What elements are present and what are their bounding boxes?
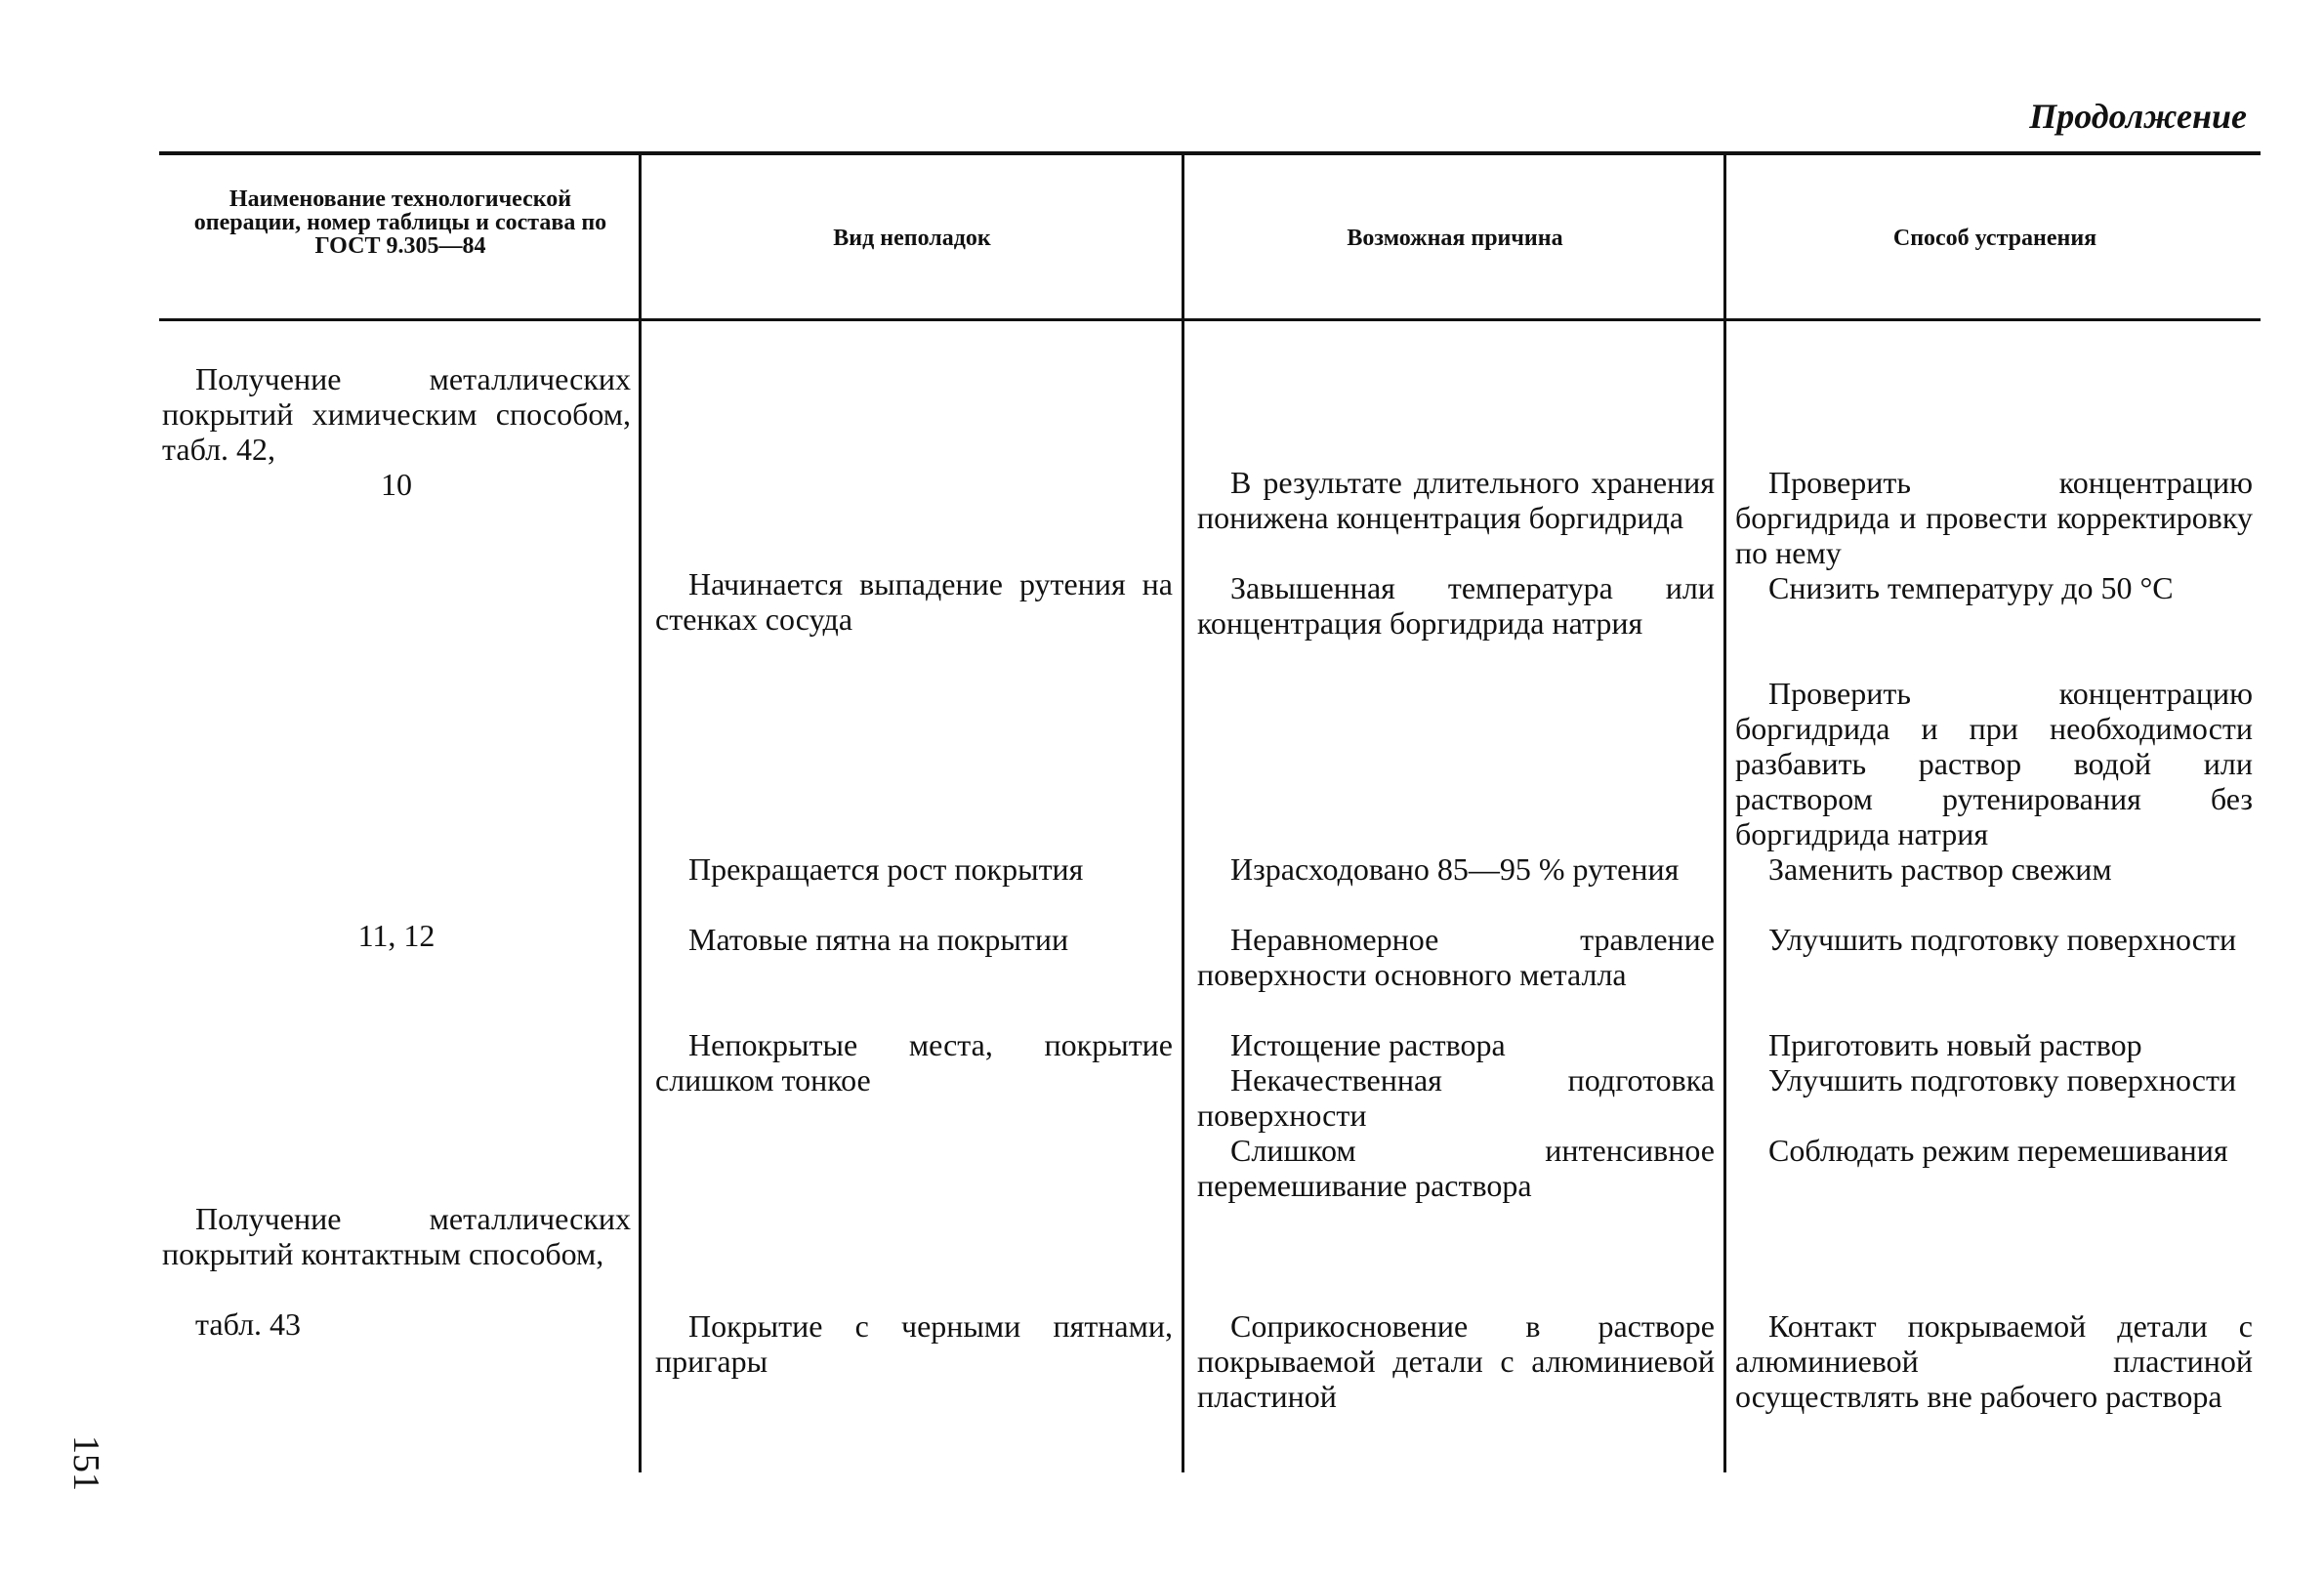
remedy-4c: Соблюдать режим перемешивания — [1768, 1133, 2228, 1168]
column-divider-1 — [639, 154, 642, 1472]
defect-1: Начинается выпадение рутения на стенках сосуда — [655, 566, 1173, 637]
cause-4a: Истощение раствора — [1230, 1027, 1506, 1062]
cause-1a: В результате длительного хранения понижена концентрация боргидрида — [1197, 465, 1715, 535]
cause-4b: Некачественная подготовка поверхности — [1197, 1062, 1715, 1133]
column-divider-2 — [1182, 154, 1184, 1472]
section1-title: Получение металлических покрытий химическим способом, табл. 42, — [162, 361, 631, 467]
table-top-rule — [159, 151, 2261, 155]
remedy-1b: Снизить температуру до 50 °С — [1768, 570, 2174, 605]
remedy-1c: Проверить концентрацию боргидрида и при необходимости разбавить раствор водой или раствором рутенирования без боргидрида натрия — [1735, 676, 2253, 851]
remedy-5: Контакт покрываемой детали с алюминиевой пластиной осуществлять вне рабочего раствора — [1735, 1308, 2253, 1414]
cause-1b: Завышенная температура или концентрация боргидрида натрия — [1197, 570, 1715, 641]
cause-4c: Слишком интенсивное перемешивание раствора — [1197, 1133, 1715, 1203]
cause-3: Неравномерное травление поверхности основного металла — [1197, 922, 1715, 992]
header-defect: Вид неполадок — [833, 226, 991, 251]
composition-11-12: 11, 12 — [357, 918, 436, 953]
remedy-2: Заменить раствор свежим — [1768, 851, 2112, 887]
cause-5: Соприкосновение в растворе покрываемой детали с алюминиевой пластиной — [1197, 1308, 1715, 1414]
header-operation: Наименование технологической операции, номер таблицы и состава по ГОСТ 9.305—84 — [193, 186, 607, 259]
remedy-1a: Проверить концентрацию боргидрида и провести корректировку по нему — [1735, 465, 2253, 570]
defect-4: Непокрытые места, покрытие слишком тонкое — [655, 1027, 1173, 1098]
defect-3: Матовые пятна на покрытии — [688, 922, 1069, 957]
composition-10: 10 — [381, 467, 412, 502]
header-bottom-rule — [159, 318, 2261, 321]
continuation-label: Продолжение — [2029, 97, 2247, 136]
cause-2: Израсходовано 85—95 % рутения — [1230, 851, 1680, 887]
remedy-4b: Улучшить подготовку поверхности — [1768, 1062, 2237, 1098]
page-number: 151 — [65, 1435, 106, 1491]
remedy-4a: Приготовить новый раствор — [1768, 1027, 2142, 1062]
defect-2: Прекращается рост покрытия — [688, 851, 1084, 887]
header-cause: Возможная причина — [1347, 226, 1563, 251]
defect-5: Покрытие с черными пятнами, пригары — [655, 1308, 1173, 1379]
section2-table: табл. 43 — [195, 1306, 302, 1342]
remedy-3: Улучшить подготовку поверхности — [1768, 922, 2237, 957]
column-divider-3 — [1723, 154, 1726, 1472]
section2-title: Получение металлических покрытий контактным способом, — [162, 1201, 631, 1271]
header-remedy: Способ устранения — [1892, 226, 2097, 251]
